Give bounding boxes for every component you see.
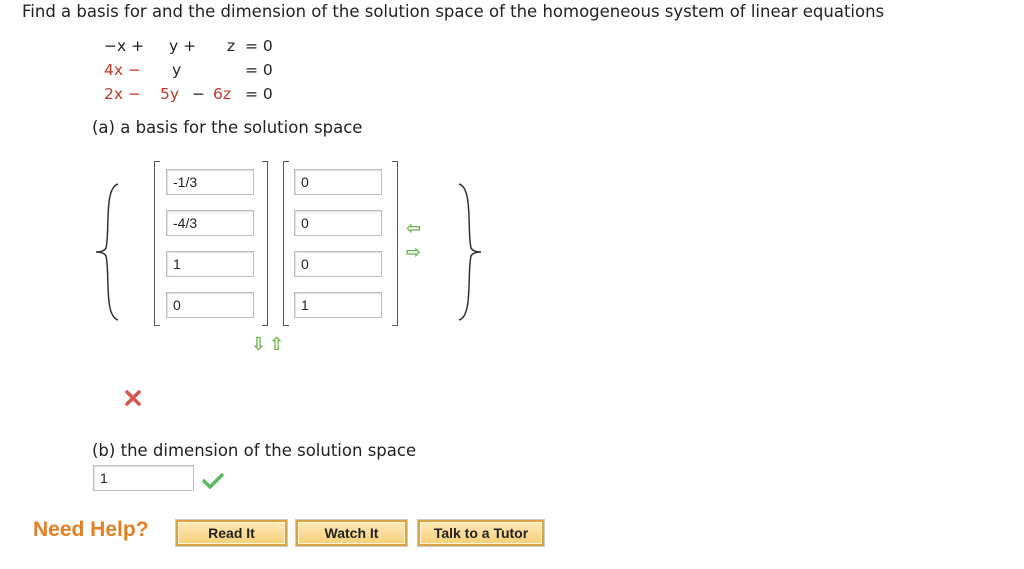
right-brace-icon [455,180,485,325]
question-text: Find a basis for and the dimension of the solution space of the homogeneous system of linear equations [22,2,885,21]
vector1-entry-3[interactable] [166,251,254,277]
eq1-term2: y + [169,37,197,55]
add-vector-arrow-icon[interactable]: ⇨ [406,242,422,263]
eq1-rhs: = 0 [245,37,273,55]
vector2-entry-2[interactable] [294,210,382,236]
vector2-entry-3[interactable] [294,251,382,277]
eq2-rhs: = 0 [245,61,273,79]
vector2-right-bracket [392,161,398,326]
eq3-term3: 6z [213,85,231,103]
vector1-right-bracket [262,161,268,326]
need-help-label: Need Help? [33,518,149,541]
vector2-left-bracket [283,161,289,326]
eq2-term1: 4x − [104,61,141,79]
vector1-entry-4[interactable] [166,292,254,318]
eq1-term1: −x + [104,37,145,55]
dimension-input[interactable] [93,465,194,491]
vector2-entry-4[interactable] [294,292,382,318]
left-brace-icon [92,180,122,325]
remove-vector-arrow-icon[interactable]: ⇦ [406,218,422,239]
vector1-entry-1[interactable] [166,169,254,195]
remove-row-arrow-icon[interactable]: ⇧ [269,334,285,355]
watch-it-button[interactable]: Watch It [296,520,407,546]
vector1-entry-2[interactable] [166,210,254,236]
add-row-arrow-icon[interactable]: ⇩ [251,334,267,355]
vector2-entry-1[interactable] [294,169,382,195]
eq3-term2: 5y [160,85,180,103]
talk-to-tutor-button[interactable]: Talk to a Tutor [418,520,544,546]
correct-check-icon [202,472,224,490]
part-a-label: (a) a basis for the solution space [92,118,363,137]
read-it-button[interactable]: Read It [176,520,287,546]
vector1-left-bracket [154,161,160,326]
equation-1 [104,37,144,55]
eq3-rhs: = 0 [245,85,273,103]
eq2-term2: y [172,61,182,79]
eq3-term1: 2x − [104,85,141,103]
eq3-op: − [192,85,205,103]
incorrect-x-icon [124,389,142,407]
part-b-label: (b) the dimension of the solution space [92,441,417,460]
eq1-term3: z [227,37,236,55]
